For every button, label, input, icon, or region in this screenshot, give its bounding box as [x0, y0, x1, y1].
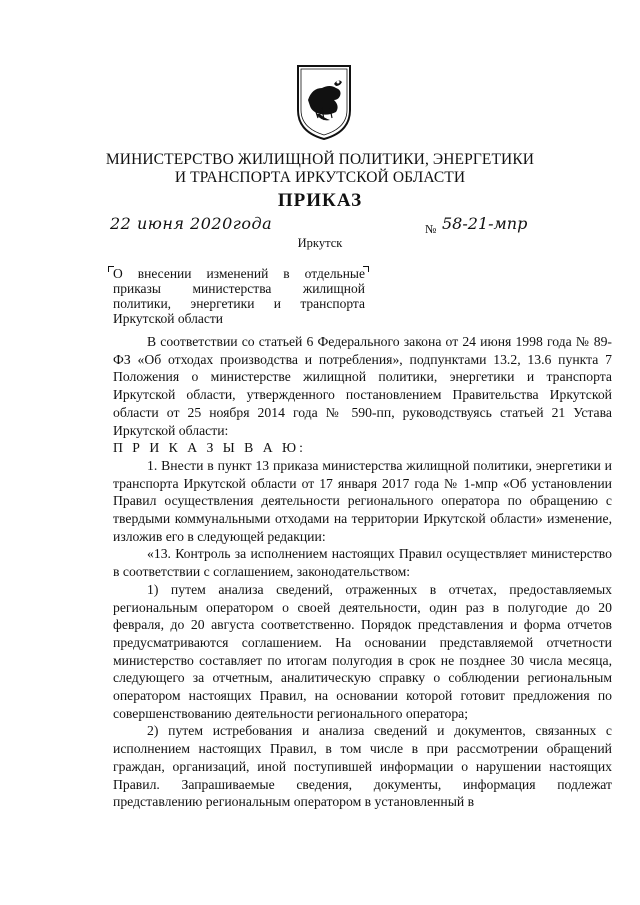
document-title: ПРИКАЗ [277, 190, 363, 211]
subclause-2-paragraph: 2) путем истребования и анализа сведений и документов, связанных с исполнением настоящих Правил, в том числе в при рассмотрении обращений граждан, организаций, иной поступившей информации о нарушении настоящих Правил. Запрашиваемые сведения, документы, информация подлежат представлению региональным оператором в установленный в [113, 723, 612, 810]
clause-13-paragraph: «13. Контроль за исполнением настоящих Правил осуществляет министерство в соответствии с соглашением, законодательством: [113, 546, 612, 580]
decree-word: П Р И К А З Ы В А Ю: [113, 440, 306, 456]
ministry-name-line-1: МИНИСТЕРСТВО ЖИЛИЩНОЙ ПОЛИТИКИ, ЭНЕРГЕТИКИ [105, 151, 535, 168]
city-name: Иркутск [297, 236, 343, 250]
subject-heading: О внесении изменений в отдельные приказы министерства жилищной политики, энергетики и транспорта Иркутской области [113, 266, 365, 326]
subclause-1-paragraph: 1) путем анализа сведений, отраженных в отчетах, предоставляемых региональным оператором о своей деятельности, один раз в полугодие до 20 февраля, до 20 августа соответственно. Порядок представления и форма отчетов предусматриваются соглашением. На основании представляемой отчетности министерство составляет по итогам полугодия в срок не позднее 30 числа месяца, следующего за отчетным, аналитическую справку о соблюдении региональным оператором настоящих Правил, на основании которой готовит предложения по совершенствованию деятельности регионального оператора; [113, 581, 612, 721]
coat-of-arms-emblem [294, 62, 354, 142]
ministry-name-line-2: И ТРАНСПОРТА ИРКУТСКОЙ ОБЛАСТИ [174, 169, 466, 186]
preamble-paragraph: В соответствии со статьей 6 Федерального закона от 24 июня 1998 года № 89-ФЗ «Об отходах производства и потребления», подпунктами 13.2, 13.6 пункта 7 Положения о министерстве жилищной политики, энергетики и транспорта Иркутской области, утвержденного постановлением Правительства Иркутской области от 25 ноября 2014 года № 590-пп, руководствуясь статьей 21 Устава Иркутской области: [113, 334, 612, 438]
clause-1-paragraph: 1. Внести в пункт 13 приказа министерства жилищной политики, энергетики и транспорта Иркутской области от 17 января 2017 года № 1-мпр «Об установлении Правил осуществления деятельности регионального оператора по обращению с твердыми коммунальными отходами на территории Иркутской области» изменение, изложив его в следующей редакции: [113, 457, 612, 544]
document-body [113, 333, 612, 811]
handwritten-number: 58-21-мпр [442, 214, 528, 233]
handwritten-date: 22 июня 2020года [110, 214, 273, 233]
number-label: № [425, 222, 437, 236]
